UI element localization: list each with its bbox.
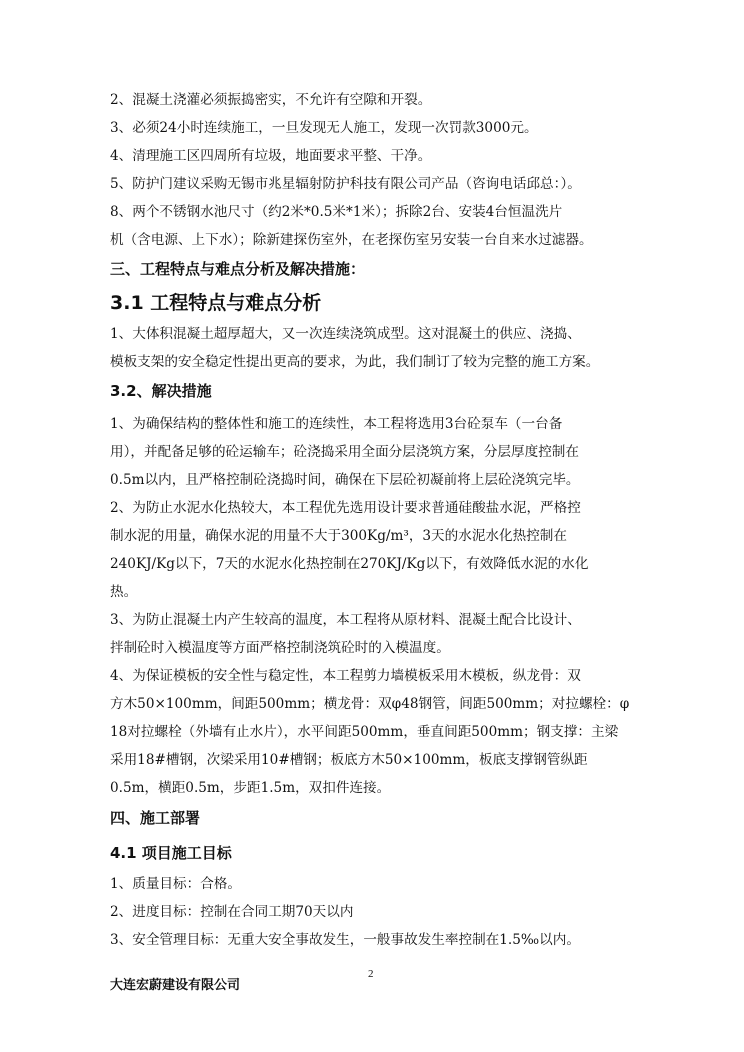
text-line: 用），并配备足够的砼运输车；砼浇捣采用全面分层浇筑方案，分层厚度控制在 (110, 444, 579, 460)
text-line: 1、质量目标：合格。 (110, 876, 241, 892)
text-line: 4、为保证模板的安全性与稳定性，本工程剪力墙模板采用木模板，纵龙骨：双 (110, 668, 581, 684)
text-line: 5、防护门建议采购无锡市兆星辐射防护科技有限公司产品（咨询电话邱总：）。 (110, 176, 581, 192)
text-line: 2、进度目标：控制在合同工期70天以内 (110, 904, 354, 920)
text-line: 1、为确保结构的整体性和施工的连续性，本工程将选用3台砼泵车（一台备 (110, 416, 563, 432)
text-line: 3、安全管理目标：无重大安全事故发生，一般事故发生率控制在1.5‰以内。 (110, 932, 580, 948)
text-line: 8、两个不锈钢水池尺寸（约2米*0.5米*1米）；拆除2台、安装4台恒温洗片 (110, 204, 563, 220)
text-line: 0.5m，横距0.5m，步距1.5m，双扣件连接。 (110, 780, 391, 796)
text-line: 方木50×100mm，间距500mm；横龙骨：双φ48钢管，间距500mm；对拉螺栓：φ (110, 696, 630, 712)
text-line: 拌制砼时入模温度等方面严格控制浇筑砼时的入模温度。 (110, 640, 450, 656)
text-line: 0.5m以内，且严格控制砼浇捣时间，确保在下层砼初凝前将上层砼浇筑完毕。 (110, 472, 580, 488)
text-line: 2、混凝土浇灌必须振捣密实，不允许有空隙和开裂。 (110, 92, 432, 108)
section-heading: 四、施工部署 (110, 809, 201, 827)
text-line: 240KJ/Kg以下，7天的水泥水化热控制在270KJ/Kg以下，有效降低水泥的水化 (110, 556, 589, 572)
footer-company-name: 大连宏蔚建设有限公司 (110, 978, 241, 993)
subsection-heading: 3.2、解决措施 (110, 382, 212, 400)
text-line: 3、必须24小时连续施工，一旦发现无人施工，发现一次罚款3000元。 (110, 120, 538, 136)
section-heading: 三、工程特点与难点分析及解决措施： (110, 260, 366, 278)
page-number: 2 (368, 968, 374, 980)
text-line: 3、为防止混凝土内产生较高的温度，本工程将从原材料、混凝土配合比设计、 (110, 612, 581, 628)
text-line: 模板支架的安全稳定性提出更高的要求，为此，我们制订了较为完整的施工方案。 (110, 354, 600, 370)
text-line: 热。 (110, 584, 138, 600)
text-line: 制水泥的用量，确保水泥的用量不大于300Kg/m³，3天的水泥水化热控制在 (110, 528, 567, 544)
subsection-heading: 3.1 工程特点与难点分析 (110, 292, 322, 314)
text-line: 4、清理施工区四周所有垃圾，地面要求平整、干净。 (110, 148, 432, 164)
text-line: 机（含电源、上下水）；除新建探伤室外，在老探伤室另安装一台自来水过滤器。 (110, 232, 593, 248)
text-line: 2、为防止水泥水化热较大，本工程优先选用设计要求普通硅酸盐水泥，严格控 (110, 500, 581, 516)
text-line: 1、大体积混凝土超厚超大，又一次连续浇筑成型。这对混凝土的供应、浇捣、 (110, 326, 581, 342)
text-line: 采用18#槽钢，次梁采用10#槽钢；板底方木50×100mm，板底支撑钢管纵距 (110, 752, 588, 768)
text-line: 18对拉螺栓（外墙有止水片），水平间距500mm，垂直间距500mm；钢支撑：主梁 (110, 724, 619, 740)
subsection-heading: 4.1 项目施工目标 (110, 844, 232, 862)
